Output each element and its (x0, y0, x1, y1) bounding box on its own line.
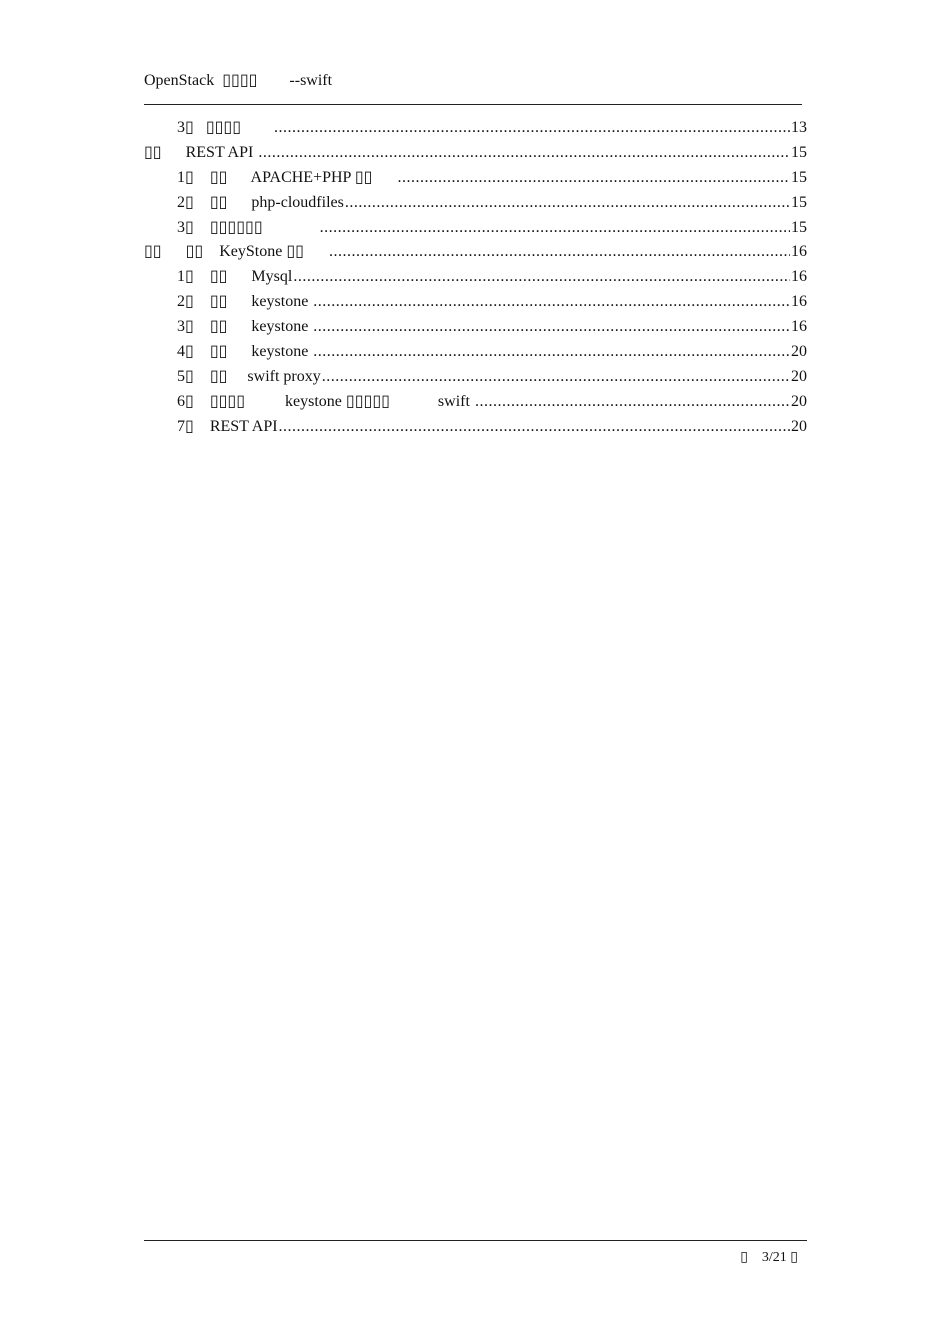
toc-entry[interactable] (144, 315, 807, 340)
toc-entry-page: 16 (791, 243, 807, 261)
toc-entry-page: 15 (791, 143, 807, 161)
toc-entry-label: ▯▯ KeyStone ▯▯ (161, 243, 328, 261)
toc-entry[interactable] (144, 166, 807, 191)
dot-leader (258, 141, 790, 166)
toc-entry[interactable] (144, 340, 807, 365)
toc-entry-number: ▯▯ (144, 243, 162, 261)
toc-entry[interactable] (144, 390, 807, 415)
toc-entry-label: ▯▯▯▯ (193, 119, 274, 136)
toc-entry-page: 20 (791, 392, 807, 410)
toc-entry[interactable] (144, 240, 807, 265)
toc-entry-label: ▯▯ Mysql (193, 268, 293, 286)
dot-leader (274, 116, 790, 141)
toc-entry-page: 15 (791, 168, 807, 186)
toc-entry-label: REST API (193, 417, 278, 435)
dot-leader (313, 340, 790, 365)
toc-entry-page: 16 (791, 293, 807, 311)
toc-entry-page: 20 (791, 367, 807, 385)
toc-entry[interactable] (144, 141, 807, 166)
toc-entry[interactable] (144, 290, 807, 315)
toc-entry-label: ▯▯▯▯▯▯ (193, 218, 319, 236)
dot-leader (313, 315, 790, 340)
dot-leader (313, 290, 790, 315)
toc-entry-label: ▯▯▯▯ keystone ▯▯▯▯▯ swift (193, 392, 474, 410)
toc-entry-page: 20 (791, 417, 807, 435)
dot-leader (322, 365, 790, 390)
toc-entry-page: 16 (791, 268, 807, 286)
toc-entry-number: ▯▯ (144, 143, 162, 161)
toc-entry-number: 3▯ (177, 119, 194, 136)
toc-entry-page: 15 (791, 193, 807, 211)
toc-entry-label: ▯▯ keystone (193, 293, 313, 311)
dot-leader (397, 166, 790, 191)
toc-entry-number: 1▯ (177, 268, 194, 286)
toc-entry-number: 5▯ (177, 367, 194, 385)
dot-leader (345, 191, 790, 216)
toc-entry-label: ▯▯ swift proxy (193, 367, 321, 385)
toc-entry-label: ▯▯ php-cloudfiles (193, 193, 344, 211)
toc-entry-number: 7▯ (177, 417, 194, 435)
toc-entry-number: 2▯ (177, 193, 194, 211)
toc-entry-page: 16 (791, 318, 807, 336)
table-of-contents (144, 116, 807, 440)
header-divider (144, 104, 802, 105)
toc-entry[interactable] (144, 265, 807, 290)
dot-leader (475, 390, 790, 415)
toc-entry[interactable] (144, 415, 807, 440)
toc-entry-label: ▯▯ keystone (193, 343, 313, 361)
toc-entry-page: 20 (791, 343, 807, 361)
toc-entry[interactable] (144, 191, 807, 216)
toc-entry-number: 2▯ (177, 293, 194, 311)
toc-entry-page: 13 (791, 119, 807, 136)
dot-leader (279, 415, 790, 440)
dot-leader (320, 216, 790, 241)
toc-entry-label: REST API (161, 143, 258, 161)
dot-leader (329, 240, 790, 265)
toc-entry-number: 1▯ (177, 168, 194, 186)
page-number: ▯ 3/21 ▯ (740, 1250, 798, 1265)
toc-entry-number: 6▯ (177, 392, 194, 410)
toc-entry[interactable] (144, 216, 807, 241)
toc-entry-number: 4▯ (177, 343, 194, 361)
toc-entry-label: ▯▯ APACHE+PHP ▯▯ (193, 168, 397, 186)
dot-leader (293, 265, 790, 290)
toc-entry-number: 3▯ (177, 318, 194, 336)
toc-entry[interactable] (144, 365, 807, 390)
toc-entry-label: ▯▯ keystone (193, 318, 313, 336)
page-header-title: OpenStack ▯▯▯▯ --swift (144, 72, 333, 89)
toc-entry[interactable] (144, 116, 807, 141)
toc-entry-page: 15 (791, 218, 807, 236)
footer-divider (144, 1240, 807, 1241)
toc-entry-number: 3▯ (177, 218, 194, 236)
